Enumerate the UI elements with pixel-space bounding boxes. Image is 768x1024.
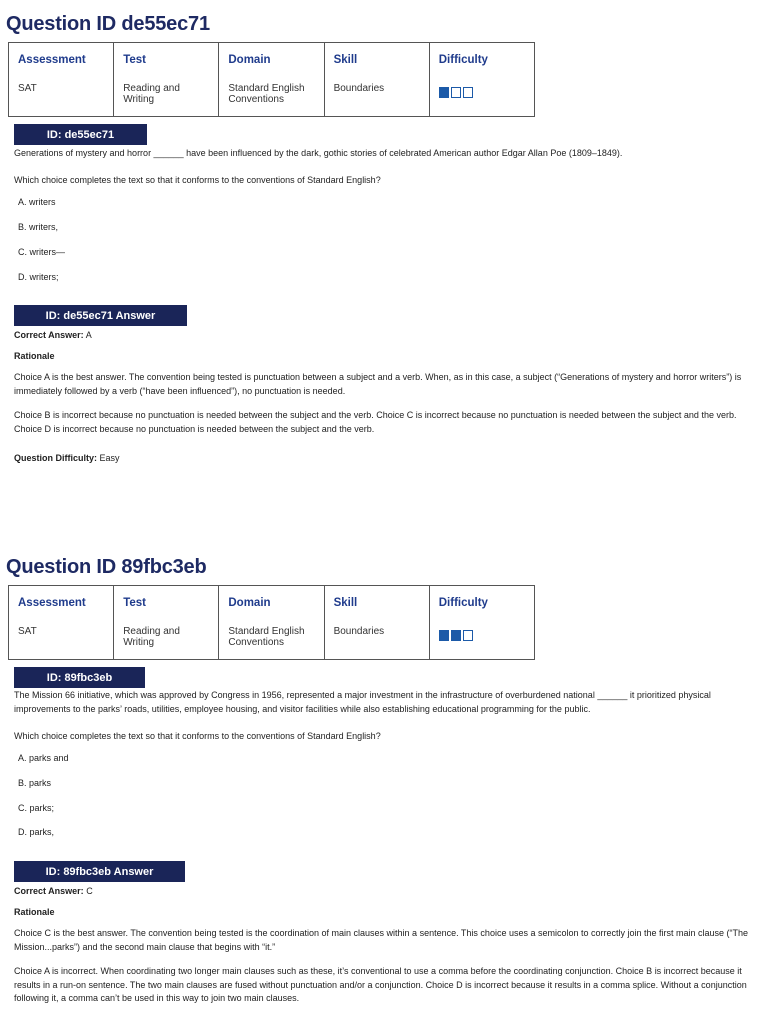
question-difficulty-label: Question Difficulty: (14, 453, 97, 463)
choice-a: A. parks and (18, 753, 69, 763)
question-id-bar: ID: 89fbc3eb (14, 667, 145, 688)
difficulty-header: Difficulty (438, 54, 488, 66)
difficulty-square-filled (439, 87, 449, 98)
correct-answer-value: A (85, 330, 92, 340)
domain-cell (219, 586, 324, 660)
test-value: Reading and Writing (123, 83, 180, 105)
domain-value: Standard English Conventions (228, 626, 305, 648)
difficulty-square-filled (451, 630, 461, 641)
skill-value: Boundaries (333, 626, 385, 637)
skill-header: Skill (333, 597, 358, 609)
difficulty-square-filled (439, 630, 449, 641)
rationale-paragraph-2: Choice A is incorrect. When coordinating two longer main clauses such as these, it’s conventional to use a comma before the coordinating conjunction. Choice B is incorrect because it results in a run-on sentence. The two main clauses are fused without punctuation and/or a conjunction. Choice D is incorrect because it results in a comma splice. Without a conjunction following it, a comma can’t be used in this way to join two main clauses. (14, 966, 747, 1003)
question-prompt: Which choice completes the text so that it conforms to the conventions of Standard English? (14, 731, 381, 741)
question-meta-table (8, 585, 535, 660)
difficulty-header: Difficulty (438, 597, 488, 609)
rationale-paragraph-2: Choice B is incorrect because no punctuation is needed between the subject and the verb. Choice C is incorrect because no punctuation is needed between the subject and the verb. Choice D is incorrect because no punctuation is needed between the subject and the verb. (14, 410, 737, 434)
choice-c: C. parks; (18, 803, 55, 813)
skill-cell (324, 586, 429, 660)
test-cell (114, 43, 219, 117)
choice-a: A. writers (18, 197, 56, 207)
assessment-header: Assessment (18, 54, 86, 66)
correct-answer-value: C (86, 886, 93, 896)
question-meta-table (8, 42, 535, 117)
assessment-cell (9, 43, 114, 117)
answer-id-bar: ID: 89fbc3eb Answer (14, 861, 185, 882)
test-header: Test (123, 597, 146, 609)
assessment-cell (9, 586, 114, 660)
correct-answer-line (14, 329, 92, 343)
correct-answer-label: Correct Answer: (14, 886, 84, 896)
question-title: Question ID 89fbc3eb (6, 556, 207, 578)
choice-c: C. writers— (18, 247, 65, 257)
rationale-heading: Rationale (14, 907, 55, 917)
question-passage: The Mission 66 initiative, which was approved by Congress in 1956, represented a major investment in the infrastructure of overburdened national ______ it prioritized physical improvements to the parks’ roads, utilities, employee housing, and visitor facilities while also establishing educational programming for the public. (14, 690, 711, 714)
domain-value: Standard English Conventions (228, 83, 305, 105)
question-passage: Generations of mystery and horror ______ have been influenced by the dark, gothic stories of celebrated American author Edgar Allan Poe (1809–1849). (14, 148, 623, 158)
rationale-paragraph-1: Choice A is the best answer. The convention being tested is punctuation between a subject and a verb. When, as in this case, a subject (“Generations of mystery and horror writers”) is immediately followed by a verb (“have been influenced”), no punctuation is needed. (14, 372, 742, 396)
skill-value: Boundaries (333, 83, 385, 94)
correct-answer-line (14, 885, 93, 899)
domain-cell (219, 43, 324, 117)
difficulty-indicator (439, 87, 525, 98)
rationale-heading: Rationale (14, 351, 55, 361)
difficulty-cell (429, 586, 534, 660)
difficulty-square-empty (463, 630, 473, 641)
skill-cell (324, 43, 429, 117)
assessment-value: SAT (18, 626, 37, 637)
difficulty-cell (429, 43, 534, 117)
question-id-bar: ID: de55ec71 (14, 124, 147, 145)
choice-b: B. writers, (18, 222, 59, 232)
test-header: Test (123, 54, 146, 66)
assessment-value: SAT (18, 83, 37, 94)
difficulty-square-empty (463, 87, 473, 98)
test-value: Reading and Writing (123, 626, 180, 648)
correct-answer-label: Correct Answer: (14, 330, 84, 340)
rationale-paragraph-1: Choice C is the best answer. The convention being tested is the coordination of main clauses within a sentence. This choice uses a semicolon to correctly join the first main clause (“The Mission...parks”) and the second main clause that begins with “it.” (14, 928, 749, 952)
choice-b: B. parks (18, 778, 52, 788)
answer-id-bar: ID: de55ec71 Answer (14, 305, 187, 326)
question-title: Question ID de55ec71 (6, 13, 210, 35)
skill-header: Skill (333, 54, 358, 66)
question-difficulty-value: Easy (99, 453, 120, 463)
assessment-header: Assessment (18, 597, 86, 609)
test-cell (114, 586, 219, 660)
choice-d: D. writers; (18, 272, 59, 282)
choice-d: D. parks, (18, 827, 55, 837)
difficulty-square-empty (451, 87, 461, 98)
difficulty-indicator (439, 630, 525, 641)
question-prompt: Which choice completes the text so that it conforms to the conventions of Standard English? (14, 175, 381, 185)
question-difficulty-line (14, 452, 120, 466)
domain-header: Domain (228, 597, 271, 609)
domain-header: Domain (228, 54, 271, 66)
